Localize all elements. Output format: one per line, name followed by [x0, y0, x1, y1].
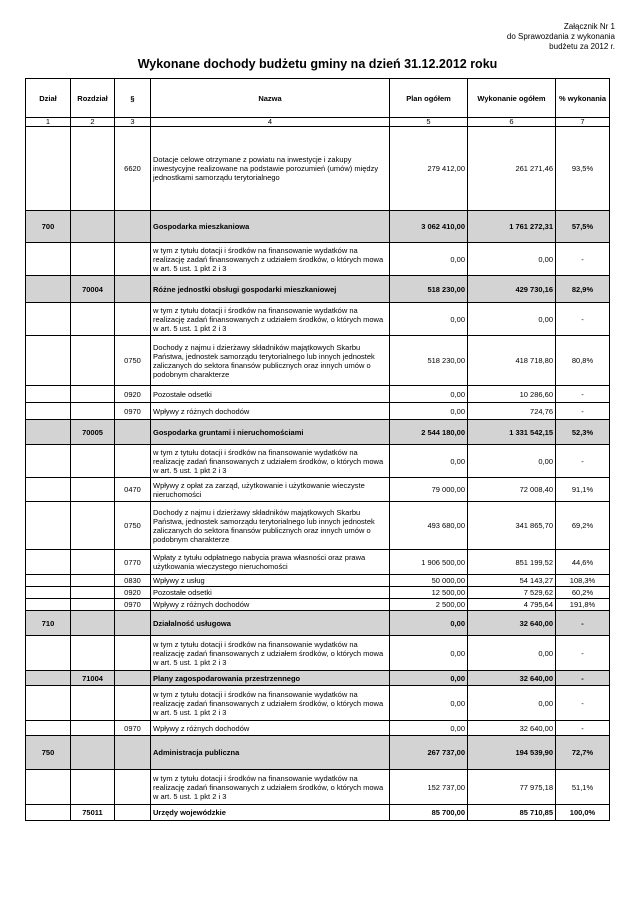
cell-dzial [26, 550, 71, 575]
column-number: 1 [26, 118, 71, 127]
cell-wykonanie: 194 539,90 [468, 736, 556, 770]
header-nazwa: Nazwa [151, 79, 390, 118]
table-row [26, 611, 610, 636]
header-rozdzial: Rozdział [71, 79, 115, 118]
cell-plan: 50 000,00 [390, 575, 468, 587]
cell-paragraf [115, 420, 151, 445]
cell-wykonanie: 32 640,00 [468, 721, 556, 736]
cell-wykonanie: 724,76 [468, 403, 556, 420]
cell-dzial [26, 243, 71, 276]
cell-dzial [26, 686, 71, 721]
cell-paragraf [115, 611, 151, 636]
cell-dzial [26, 303, 71, 336]
cell-paragraf [115, 770, 151, 805]
cell-plan: 1 906 500,00 [390, 550, 468, 575]
cell-rozdzial [71, 211, 115, 243]
cell-dzial [26, 276, 71, 303]
cell-rozdzial [71, 587, 115, 599]
table-row [26, 420, 610, 445]
cell-procent: 191,8% [556, 599, 610, 611]
cell-rozdzial [71, 445, 115, 478]
cell-nazwa: Dotacje celowe otrzymane z powiatu na inwestycje i zakupy inwestycyjne realizowane na podstawie porozumień (umów) między jednostkami samorządu terytorialnego [151, 127, 390, 211]
cell-wykonanie: 0,00 [468, 686, 556, 721]
table-row [26, 127, 610, 211]
cell-wykonanie: 7 529,62 [468, 587, 556, 599]
cell-dzial: 750 [26, 736, 71, 770]
cell-rozdzial [71, 403, 115, 420]
cell-wykonanie: 85 710,85 [468, 805, 556, 821]
cell-wykonanie: 1 761 272,31 [468, 211, 556, 243]
cell-rozdzial: 75011 [71, 805, 115, 821]
cell-plan: 0,00 [390, 243, 468, 276]
table-row [26, 478, 610, 502]
cell-wykonanie: 0,00 [468, 636, 556, 671]
cell-paragraf [115, 211, 151, 243]
cell-rozdzial: 70004 [71, 276, 115, 303]
cell-nazwa: Urzędy wojewódzkie [151, 805, 390, 821]
cell-rozdzial [71, 386, 115, 403]
cell-nazwa: w tym z tytułu dotacji i środków na finansowanie wydatków na realizację zadań finansowanych z udziałem środków, o których mowa w art. 5 ust. 1 pkt 2 i 3 [151, 636, 390, 671]
table-body [26, 127, 610, 821]
cell-rozdzial: 71004 [71, 671, 115, 686]
cell-procent: 60,2% [556, 587, 610, 599]
table-row [26, 721, 610, 736]
table-row [26, 336, 610, 386]
cell-procent: 93,5% [556, 127, 610, 211]
cell-wykonanie: 54 143,27 [468, 575, 556, 587]
cell-rozdzial [71, 303, 115, 336]
cell-procent: - [556, 721, 610, 736]
cell-rozdzial [71, 243, 115, 276]
page-title: Wykonane dochody budżetu gminy na dzień 31.12.2012 roku [137, 57, 498, 71]
cell-wykonanie: 261 271,46 [468, 127, 556, 211]
cell-plan: 518 230,00 [390, 336, 468, 386]
cell-rozdzial [71, 736, 115, 770]
cell-procent: 57,5% [556, 211, 610, 243]
cell-nazwa: Wpływy z usług [151, 575, 390, 587]
cell-nazwa: Plany zagospodarowania przestrzennego [151, 671, 390, 686]
cell-dzial [26, 805, 71, 821]
annex-line-3: budżetu za 2012 r. [549, 42, 615, 51]
table-row [26, 770, 610, 805]
cell-paragraf [115, 671, 151, 686]
cell-rozdzial [71, 721, 115, 736]
cell-plan: 12 500,00 [390, 587, 468, 599]
cell-nazwa: w tym z tytułu dotacji i środków na finansowanie wydatków na realizację zadań finansowanych z udziałem środków, o których mowa w art. 5 ust. 1 pkt 2 i 3 [151, 770, 390, 805]
cell-paragraf [115, 303, 151, 336]
cell-procent: - [556, 445, 610, 478]
column-number: 6 [468, 118, 556, 127]
table-row [26, 686, 610, 721]
cell-paragraf: 0970 [115, 599, 151, 611]
table-row [26, 575, 610, 587]
cell-wykonanie: 418 718,80 [468, 336, 556, 386]
table-row [26, 445, 610, 478]
cell-nazwa: Gospodarka gruntami i nieruchomościami [151, 420, 390, 445]
cell-paragraf: 0750 [115, 502, 151, 550]
header-plan: Plan ogółem [390, 79, 468, 118]
cell-rozdzial [71, 336, 115, 386]
cell-wykonanie: 0,00 [468, 303, 556, 336]
cell-rozdzial [71, 686, 115, 721]
cell-nazwa: w tym z tytułu dotacji i środków na finansowanie wydatków na realizację zadań finansowanych z udziałem środków, o których mowa w art. 5 ust. 1 pkt 2 i 3 [151, 303, 390, 336]
column-number: 7 [556, 118, 610, 127]
cell-dzial [26, 770, 71, 805]
table-row [26, 636, 610, 671]
header-row [26, 79, 610, 118]
header-paragraf: § [115, 79, 151, 118]
annex-line-2: do Sprawozdania z wykonania [506, 32, 615, 41]
annex-line-1: Załącznik Nr 1 [563, 22, 615, 31]
cell-paragraf: 6620 [115, 127, 151, 211]
cell-nazwa: Wpływy z opłat za zarząd, użytkowanie i użytkowanie wieczyste nieruchomości [151, 478, 390, 502]
cell-procent: 44,6% [556, 550, 610, 575]
cell-procent: 69,2% [556, 502, 610, 550]
cell-wykonanie: 32 640,00 [468, 611, 556, 636]
cell-plan: 0,00 [390, 445, 468, 478]
cell-nazwa: w tym z tytułu dotacji i środków na finansowanie wydatków na realizację zadań finansowanych z udziałem środków, o których mowa w art. 5 ust. 1 pkt 2 i 3 [151, 686, 390, 721]
cell-plan: 0,00 [390, 686, 468, 721]
cell-nazwa: Dochody z najmu i dzierżawy składników majątkowych Skarbu Państwa, jednostek samorządu terytorialnego lub innych jednostek zaliczanych do sektora finansów publicznych oraz innych umów o podobnym charakterze [151, 336, 390, 386]
cell-wykonanie: 77 975,18 [468, 770, 556, 805]
cell-procent: - [556, 243, 610, 276]
cell-dzial [26, 445, 71, 478]
cell-plan: 0,00 [390, 303, 468, 336]
cell-paragraf: 0750 [115, 336, 151, 386]
cell-wykonanie: 32 640,00 [468, 671, 556, 686]
cell-plan: 152 737,00 [390, 770, 468, 805]
cell-nazwa: Wpływy z różnych dochodów [151, 599, 390, 611]
cell-plan: 267 737,00 [390, 736, 468, 770]
cell-nazwa: Wpływy z różnych dochodów [151, 721, 390, 736]
cell-wykonanie: 0,00 [468, 243, 556, 276]
cell-procent: 108,3% [556, 575, 610, 587]
cell-plan: 2 544 180,00 [390, 420, 468, 445]
cell-plan: 2 500,00 [390, 599, 468, 611]
cell-nazwa: Różne jednostki obsługi gospodarki mieszkaniowej [151, 276, 390, 303]
cell-dzial [26, 636, 71, 671]
cell-nazwa: w tym z tytułu dotacji i środków na finansowanie wydatków na realizację zadań finansowanych z udziałem środków, o których mowa w art. 5 ust. 1 pkt 2 i 3 [151, 445, 390, 478]
cell-wykonanie: 851 199,52 [468, 550, 556, 575]
cell-wykonanie: 10 286,60 [468, 386, 556, 403]
cell-dzial [26, 575, 71, 587]
table-row [26, 736, 610, 770]
cell-procent: 80,8% [556, 336, 610, 386]
cell-dzial: 700 [26, 211, 71, 243]
table-row [26, 386, 610, 403]
cell-procent: 51,1% [556, 770, 610, 805]
cell-procent: 91,1% [556, 478, 610, 502]
cell-plan: 0,00 [390, 611, 468, 636]
cell-dzial [26, 336, 71, 386]
cell-paragraf [115, 243, 151, 276]
header-procent: % wykonania [556, 79, 610, 118]
cell-paragraf: 0770 [115, 550, 151, 575]
cell-plan: 85 700,00 [390, 805, 468, 821]
header-dzial: Dział [26, 79, 71, 118]
cell-procent: 52,3% [556, 420, 610, 445]
table-row [26, 587, 610, 599]
cell-plan: 3 062 410,00 [390, 211, 468, 243]
cell-plan: 0,00 [390, 386, 468, 403]
cell-paragraf: 0970 [115, 721, 151, 736]
annex-note [507, 22, 615, 52]
cell-paragraf [115, 276, 151, 303]
cell-procent: - [556, 303, 610, 336]
cell-procent: - [556, 611, 610, 636]
cell-plan: 518 230,00 [390, 276, 468, 303]
table-row [26, 599, 610, 611]
cell-nazwa: Dochody z najmu i dzierżawy składników majątkowych Skarbu Państwa, jednostek samorządu terytorialnego lub innych jednostek zaliczanych do sektora finansów publicznych oraz innych umów o podobnym charakterze [151, 502, 390, 550]
cell-nazwa: Wpłaty z tytułu odpłatnego nabycia prawa własności oraz prawa użytkowania wieczystego nieruchomości [151, 550, 390, 575]
cell-paragraf: 0920 [115, 587, 151, 599]
table-row [26, 211, 610, 243]
cell-wykonanie: 1 331 542,15 [468, 420, 556, 445]
cell-paragraf: 0470 [115, 478, 151, 502]
cell-dzial [26, 420, 71, 445]
cell-plan: 0,00 [390, 671, 468, 686]
column-number-row [26, 118, 610, 127]
cell-procent: - [556, 636, 610, 671]
table-row [26, 403, 610, 420]
table-row [26, 276, 610, 303]
cell-paragraf [115, 805, 151, 821]
cell-paragraf: 0970 [115, 403, 151, 420]
cell-dzial: 710 [26, 611, 71, 636]
cell-procent: 82,9% [556, 276, 610, 303]
cell-rozdzial [71, 636, 115, 671]
cell-procent: 100,0% [556, 805, 610, 821]
cell-nazwa: w tym z tytułu dotacji i środków na finansowanie wydatków na realizację zadań finansowanych z udziałem środków, o których mowa w art. 5 ust. 1 pkt 2 i 3 [151, 243, 390, 276]
cell-rozdzial: 70005 [71, 420, 115, 445]
cell-procent: - [556, 403, 610, 420]
cell-paragraf [115, 445, 151, 478]
cell-paragraf [115, 686, 151, 721]
cell-paragraf: 0920 [115, 386, 151, 403]
cell-nazwa: Administracja publiczna [151, 736, 390, 770]
cell-plan: 0,00 [390, 403, 468, 420]
cell-dzial [26, 127, 71, 211]
cell-plan: 279 412,00 [390, 127, 468, 211]
cell-dzial [26, 599, 71, 611]
cell-plan: 0,00 [390, 721, 468, 736]
cell-nazwa: Wpływy z różnych dochodów [151, 403, 390, 420]
table-row [26, 805, 610, 821]
cell-dzial [26, 671, 71, 686]
cell-paragraf [115, 636, 151, 671]
column-number: 5 [390, 118, 468, 127]
cell-nazwa: Pozostałe odsetki [151, 386, 390, 403]
cell-wykonanie: 4 795,64 [468, 599, 556, 611]
cell-rozdzial [71, 611, 115, 636]
cell-dzial [26, 403, 71, 420]
budget-table [25, 78, 610, 821]
cell-wykonanie: 0,00 [468, 445, 556, 478]
cell-rozdzial [71, 770, 115, 805]
cell-rozdzial [71, 599, 115, 611]
cell-dzial [26, 587, 71, 599]
cell-dzial [26, 721, 71, 736]
table-row [26, 303, 610, 336]
cell-procent: 72,7% [556, 736, 610, 770]
cell-plan: 79 000,00 [390, 478, 468, 502]
cell-procent: - [556, 386, 610, 403]
cell-procent: - [556, 671, 610, 686]
table-row [26, 502, 610, 550]
cell-procent: - [556, 686, 610, 721]
cell-rozdzial [71, 478, 115, 502]
cell-dzial [26, 478, 71, 502]
header-wykonanie: Wykonanie ogółem [468, 79, 556, 118]
column-number: 2 [71, 118, 115, 127]
cell-dzial [26, 386, 71, 403]
cell-nazwa: Gospodarka mieszkaniowa [151, 211, 390, 243]
cell-dzial [26, 502, 71, 550]
cell-paragraf: 0830 [115, 575, 151, 587]
cell-plan: 493 680,00 [390, 502, 468, 550]
cell-rozdzial [71, 502, 115, 550]
table-row [26, 243, 610, 276]
cell-rozdzial [71, 550, 115, 575]
cell-nazwa: Działalność usługowa [151, 611, 390, 636]
table-row [26, 671, 610, 686]
cell-plan: 0,00 [390, 636, 468, 671]
cell-wykonanie: 429 730,16 [468, 276, 556, 303]
cell-rozdzial [71, 575, 115, 587]
cell-wykonanie: 341 865,70 [468, 502, 556, 550]
column-number: 3 [115, 118, 151, 127]
column-number: 4 [151, 118, 390, 127]
cell-rozdzial [71, 127, 115, 211]
cell-wykonanie: 72 008,40 [468, 478, 556, 502]
table-row [26, 550, 610, 575]
cell-nazwa: Pozostałe odsetki [151, 587, 390, 599]
cell-paragraf [115, 736, 151, 770]
